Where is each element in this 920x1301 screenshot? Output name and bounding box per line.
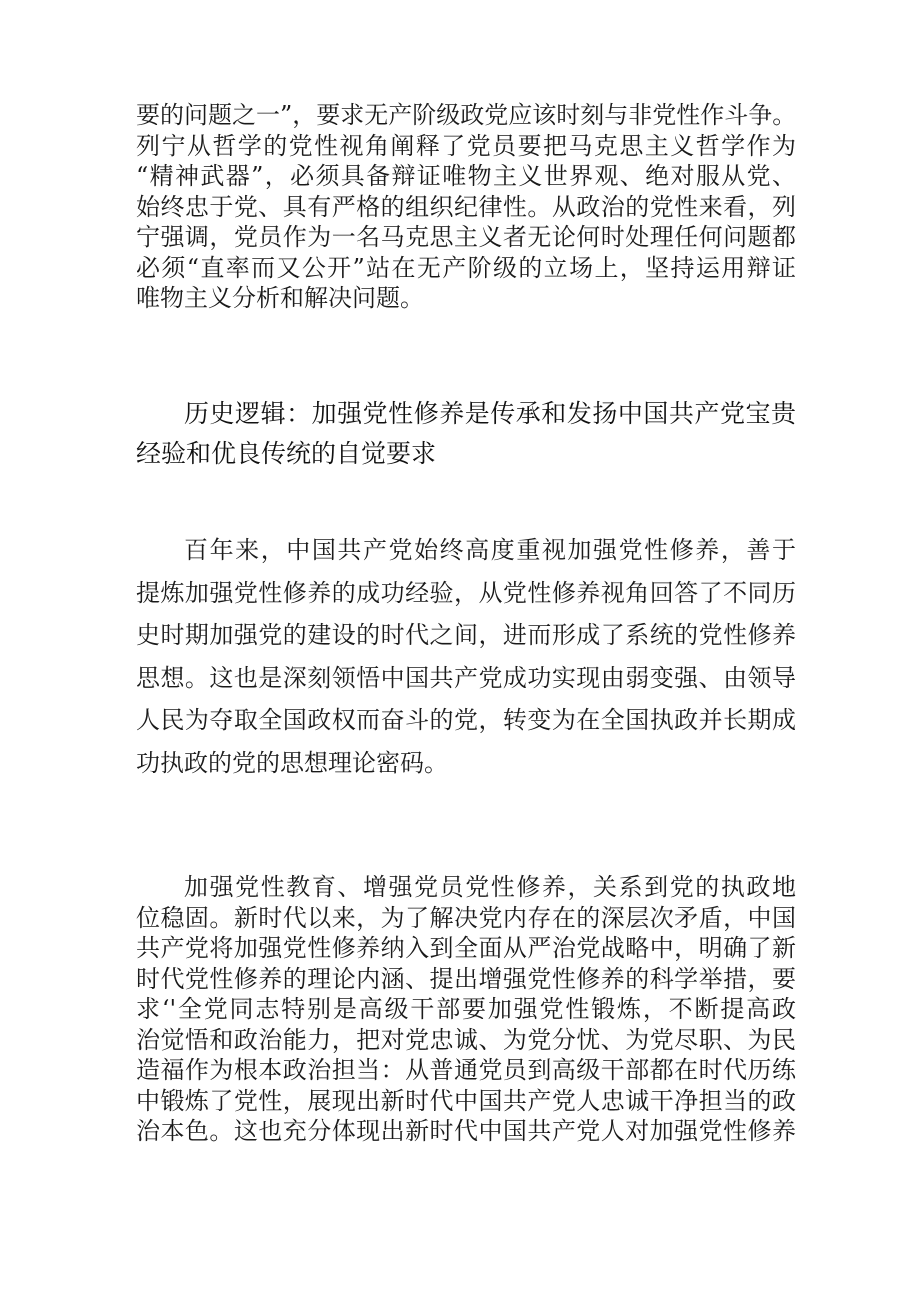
text-line: 宁强调，党员作为一名马克思主义者无论何时处理任何问题都	[136, 223, 796, 251]
text-line: 造福作为根本政治担当：从普通党员到高级干部都在时代历练	[136, 1056, 796, 1084]
text-line: 功执政的党的思想理论密码。	[136, 748, 448, 777]
text-line: 必须“直率而又公开”站在无产阶级的立场上，坚持运用辩证	[136, 253, 796, 282]
text-line: 治本色。这也充分体现出新时代中国共产党人对加强党性修养	[136, 1117, 796, 1145]
text-line: 时代党性修养的理论内涵、提出增强党性修养的科学举措，要	[136, 964, 796, 993]
text-line: 提炼加强党性修养的成功经验，从党性修养视角回答了不同历	[136, 578, 796, 607]
text-line: 唯物主义分析和解决问题。	[136, 284, 424, 312]
heading-line: 历史逻辑：加强党性修养是传承和发扬中国共产党宝贵	[184, 399, 796, 428]
text-line: 思想。这也是深刻领悟中国共产党成功实现由弱变强、由领导	[136, 663, 796, 692]
paragraph-continuation	[136, 100, 796, 314]
text-line: 始终忠于党、具有严格的组织纪律性。从政治的党性来看，列	[136, 192, 796, 221]
text-line: 百年来，中国共产党始终高度重视加强党性修养，善于	[184, 536, 796, 564]
text-line: 加强党性教育、增强党员党性修养，关系到党的执政地	[184, 873, 796, 901]
text-line: 要的问题之一”，要求无产阶级政党应该时刻与非党性作斗争。	[136, 101, 797, 129]
paragraph-history	[136, 529, 796, 784]
text-line: 治觉悟和政治能力，把对党忠诚、为党分忧、为党尽职、为民	[136, 1025, 796, 1054]
text-line: 共产党将加强党性修养纳入到全面从严治党战略中，明确了新	[136, 934, 796, 962]
text-line: “精神武器”，必须具备辩证唯物主义世界观、绝对服从党、	[136, 162, 796, 190]
text-line: 中锻炼了党性，展现出新时代中国共产党人忠诚干净担当的政	[136, 1086, 796, 1115]
heading-line: 经验和优良传统的自觉要求	[136, 439, 437, 468]
paragraph-new-era	[136, 872, 796, 1147]
text-line: 人民为夺取全国政权而奋斗的党，转变为在全国执政并长期成	[136, 706, 796, 734]
text-line: 位稳固。新时代以来，为了解决党内存在的深层次矛盾，中国	[136, 903, 796, 932]
text-line: 史时期加强党的建设的时代之间，进而形成了系统的党性修养	[136, 621, 796, 649]
text-line: 求‘'全党同志特别是高级干部要加强党性锻炼，不断提高政	[136, 995, 796, 1023]
section-heading	[136, 394, 796, 474]
text-line: 列宁从哲学的党性视角阐释了党员要把马克思主义哲学作为	[136, 131, 796, 160]
